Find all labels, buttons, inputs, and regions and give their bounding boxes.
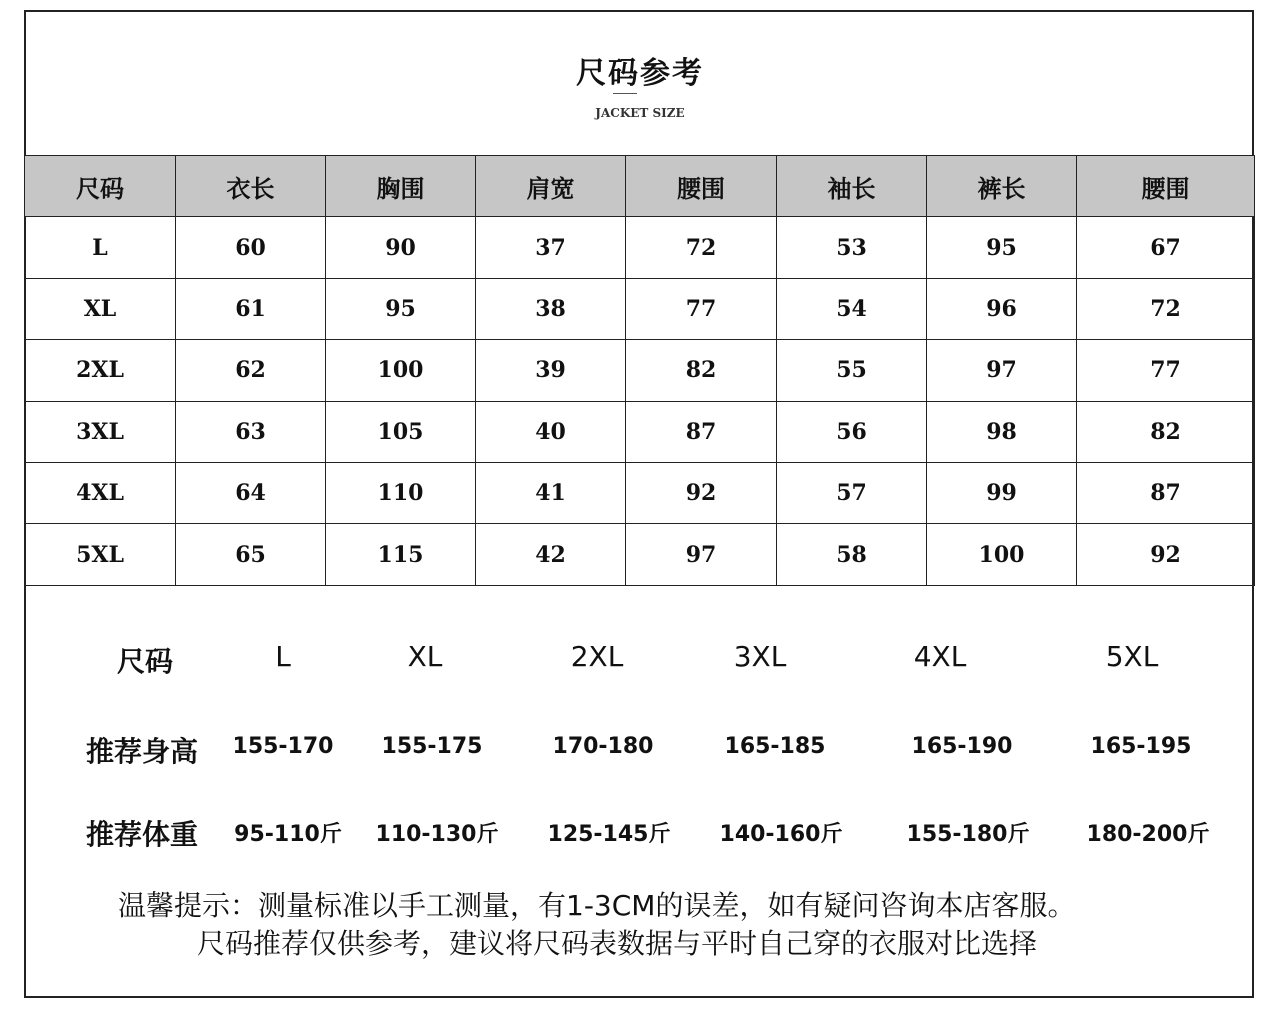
recommend-size: 4XL: [913, 640, 967, 673]
measurement-cell: 58: [777, 524, 927, 585]
recommend-weight: 155-180斤: [906, 822, 1030, 847]
header-length: 衣长: [176, 156, 326, 217]
recommend-size: 5XL: [1105, 640, 1159, 673]
header-pants-waist: 腰围: [1077, 156, 1255, 217]
recommend-size-label: 尺码: [117, 645, 174, 678]
chart-subtitle: JACKET SIZE: [595, 106, 685, 120]
measurement-cell: 65: [176, 524, 326, 585]
measurement-cell: 77: [1077, 340, 1255, 401]
measurement-cell: 100: [927, 524, 1077, 585]
recommend-weight: 140-160斤: [719, 822, 843, 847]
table-row: [25, 524, 1255, 585]
measurement-cell: 67: [1077, 217, 1255, 278]
recommend-weight-row: [24, 813, 1254, 853]
recommend-weight: 95-110斤: [234, 822, 342, 847]
recommend-height-row: [24, 730, 1254, 770]
measurement-cell: 60: [176, 217, 326, 278]
tip-line-1: 温馨提示：测量标准以手工测量，有1-3CM的误差，如有疑问咨询本店客服。: [118, 889, 1076, 922]
measurement-cell: 54: [777, 278, 927, 339]
measurement-cell: 87: [626, 401, 777, 462]
measurement-cell: 82: [1077, 401, 1255, 462]
measurement-cell: 99: [927, 462, 1077, 523]
table-header-row: [25, 156, 1255, 217]
measurement-cell: 63: [176, 401, 326, 462]
measurement-cell: 87: [1077, 462, 1255, 523]
chart-title: 尺码参考: [576, 56, 704, 91]
recommend-weight: 125-145斤: [547, 822, 671, 847]
measurement-cell: 39: [476, 340, 626, 401]
measurement-cell: 100: [326, 340, 476, 401]
measurement-cell: 110: [326, 462, 476, 523]
measurement-cell: 38: [476, 278, 626, 339]
measurement-cell: 97: [927, 340, 1077, 401]
measurement-cell: 97: [626, 524, 777, 585]
recommend-height-label: 推荐身高: [86, 735, 199, 768]
tip-line-2: 尺码推荐仅供参考，建议将尺码表数据与平时自己穿的衣服对比选择: [197, 927, 1038, 960]
measurement-cell: 57: [777, 462, 927, 523]
size-cell: 4XL: [25, 462, 176, 523]
recommend-weight: 110-130斤: [375, 822, 499, 847]
measurement-cell: 53: [777, 217, 927, 278]
recommend-height: 165-195: [1090, 734, 1192, 759]
measurement-cell: 64: [176, 462, 326, 523]
table-row: [25, 462, 1255, 523]
measurement-cell: 42: [476, 524, 626, 585]
size-cell: L: [25, 217, 176, 278]
recommend-height: 165-185: [724, 734, 826, 759]
measurement-cell: 72: [626, 217, 777, 278]
measurement-cell: 95: [326, 278, 476, 339]
measurement-cell: 41: [476, 462, 626, 523]
recommend-size: 3XL: [733, 640, 787, 673]
table-row: [25, 278, 1255, 339]
header-waist: 腰围: [626, 156, 777, 217]
recommend-size: 2XL: [570, 640, 624, 673]
measurement-cell: 92: [1077, 524, 1255, 585]
measurement-cell: 96: [927, 278, 1077, 339]
recommend-size: L: [275, 640, 291, 673]
measurement-cell: 56: [777, 401, 927, 462]
recommend-size-row: [24, 640, 1254, 680]
recommend-height: 155-170: [232, 734, 334, 759]
table-row: [25, 217, 1255, 278]
size-table: [24, 155, 1255, 586]
recommend-height: 165-190: [911, 734, 1013, 759]
recommend-weight: 180-200斤: [1086, 822, 1210, 847]
measurement-cell: 37: [476, 217, 626, 278]
measurement-cell: 90: [326, 217, 476, 278]
measurement-cell: 115: [326, 524, 476, 585]
header-shoulder: 肩宽: [476, 156, 626, 217]
header-size: 尺码: [25, 156, 176, 217]
recommend-weight-label: 推荐体重: [86, 818, 199, 851]
size-cell: 3XL: [25, 401, 176, 462]
measurement-cell: 82: [626, 340, 777, 401]
measurement-cell: 61: [176, 278, 326, 339]
table-row: [25, 401, 1255, 462]
measurement-cell: 98: [927, 401, 1077, 462]
table-row: [25, 340, 1255, 401]
measurement-cell: 62: [176, 340, 326, 401]
size-cell: 2XL: [25, 340, 176, 401]
size-cell: 5XL: [25, 524, 176, 585]
measurement-cell: 105: [326, 401, 476, 462]
title-divider: [613, 93, 637, 94]
size-cell: XL: [25, 278, 176, 339]
measurement-cell: 40: [476, 401, 626, 462]
recommend-height: 155-175: [381, 734, 483, 759]
measurement-cell: 55: [777, 340, 927, 401]
recommend-size: XL: [407, 640, 443, 673]
header-pants-length: 裤长: [927, 156, 1077, 217]
measurement-cell: 95: [927, 217, 1077, 278]
measurement-cell: 92: [626, 462, 777, 523]
header-chest: 胸围: [326, 156, 476, 217]
header-sleeve: 袖长: [777, 156, 927, 217]
measurement-cell: 77: [626, 278, 777, 339]
measurement-cell: 72: [1077, 278, 1255, 339]
recommend-height: 170-180: [552, 734, 654, 759]
